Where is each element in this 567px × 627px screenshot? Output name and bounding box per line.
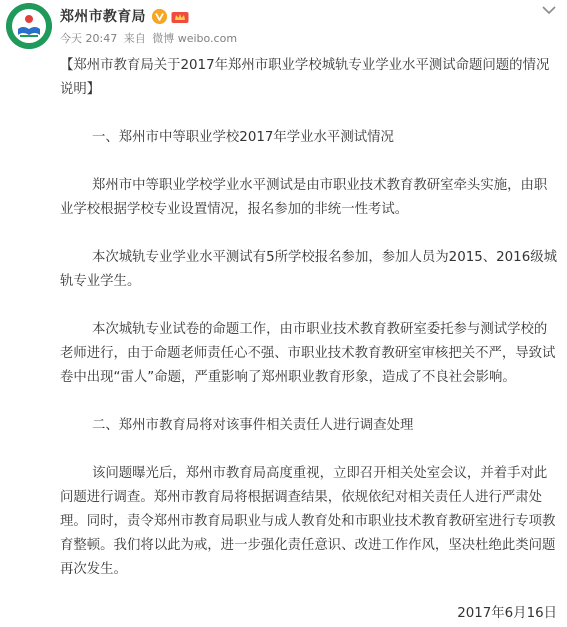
author-name[interactable]: 郑州市教育局	[60, 9, 146, 25]
author-row	[60, 6, 189, 26]
verified-v-icon	[152, 9, 167, 24]
education-bureau-logo-icon	[6, 3, 52, 49]
post-header	[0, 0, 567, 52]
paragraph-2: 本次城轨专业学业水平测试有5所学校报名参加，参加人员为2015、2016级城轨专业学生。	[60, 250, 558, 289]
section-1-heading: 一、郑州市中等职业学校2017年学业水平测试情况	[92, 130, 394, 145]
post-body	[60, 54, 560, 582]
article-title: 【郑州市教育局关于2017年郑州市职业学校城轨专业学业水平测试命题问题的情况说明】	[60, 58, 550, 97]
post-source-link[interactable]: 微博 weibo.com	[152, 32, 238, 45]
paragraph-1: 郑州市中等职业学校学业水平测试是由市职业技术教育教研室牵头实施，由职业学校根据学校专业设置情况，报名参加的非统一性考试。	[60, 178, 548, 217]
article-date: 2017年6月16日	[457, 606, 557, 621]
paragraph-3: 本次城轨专业试卷的命题工作，由市职业技术教育教研室委托参与测试学校的老师进行，由于命题老师责任心不强、市职业技术教育教研室审核把关不严，导致试卷中出现“雷人”命题，严重影响了郑州职业教育形象，造成了不良社会影响。	[60, 322, 556, 385]
section-2-heading: 二、郑州市教育局将对该事件相关责任人进行调查处理	[92, 418, 414, 433]
avatar[interactable]	[6, 3, 52, 49]
post-via-label: 来自	[123, 32, 146, 45]
post-meta	[60, 30, 240, 46]
post-time[interactable]: 今天 20:47	[60, 32, 118, 45]
chevron-down-icon[interactable]	[539, 2, 559, 18]
vip-crown-icon[interactable]	[171, 9, 189, 23]
paragraph-4: 该问题曝光后，郑州市教育局高度重视，立即召开相关处室会议，并着手对此问题进行调查。郑州市教育局将根据调查结果，依规依纪对相关责任人进行严肃处理。同时，责令郑州市教育局职业与成人教育处和市职业技术教育教研室进行专项教育整顿。我们将以此为戒，进一步强化责任意识、改进工作作风，坚决杜绝此类问题再次发生。	[60, 466, 556, 577]
